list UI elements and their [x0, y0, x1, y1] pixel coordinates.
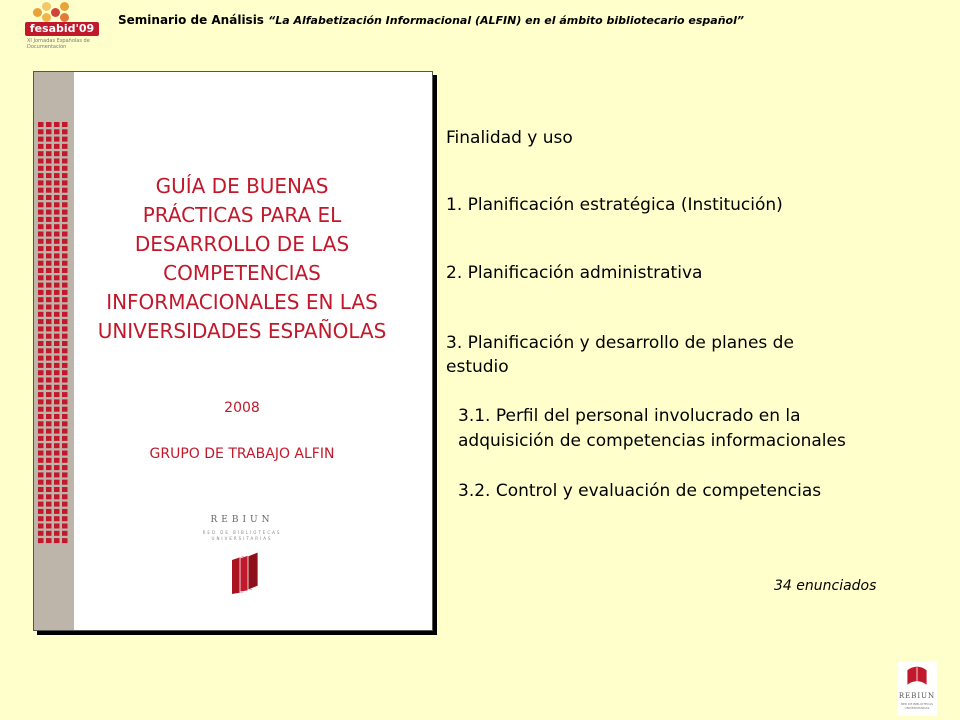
grid-square	[46, 268, 52, 273]
grid-square	[54, 319, 60, 324]
grid-square	[46, 436, 52, 441]
grid-square	[46, 319, 52, 324]
grid-square	[46, 509, 52, 514]
grid-square	[46, 348, 52, 353]
grid-square	[38, 195, 44, 200]
grid-square	[46, 341, 52, 346]
grid-square	[54, 348, 60, 353]
grid-square	[54, 159, 60, 164]
grid-square	[54, 195, 60, 200]
grid-square	[38, 414, 44, 419]
grid-square	[54, 516, 60, 521]
grid-square	[62, 341, 68, 346]
outline-item-3-1-line1: 3.1. Perfil del personal involucrado en la	[458, 406, 801, 426]
grid-square	[62, 429, 68, 434]
grid-square	[62, 180, 68, 185]
grid-square	[54, 180, 60, 185]
statement-count: 34 enunciados	[774, 578, 877, 594]
grid-square	[38, 261, 44, 266]
grid-square	[62, 239, 68, 244]
grid-square	[62, 195, 68, 200]
grid-square	[62, 188, 68, 193]
grid-square	[62, 458, 68, 463]
grid-square	[38, 487, 44, 492]
grid-square	[38, 465, 44, 470]
grid-square	[38, 319, 44, 324]
grid-square	[62, 334, 68, 339]
grid-square	[54, 297, 60, 302]
grid-square	[38, 502, 44, 507]
grid-square	[62, 531, 68, 536]
corner-logo-sub: RED DE BIBLIOTECAS UNIVERSITARIAS	[900, 702, 934, 710]
grid-square	[54, 370, 60, 375]
grid-square	[46, 202, 52, 207]
grid-square	[46, 392, 52, 397]
grid-square	[54, 436, 60, 441]
grid-square	[46, 144, 52, 149]
grid-square	[62, 509, 68, 514]
grid-square	[46, 451, 52, 456]
cover-year: 2008	[224, 400, 260, 416]
grid-square	[62, 480, 68, 485]
grid-square	[46, 297, 52, 302]
grid-square	[38, 283, 44, 288]
grid-square	[62, 122, 68, 127]
grid-square	[46, 305, 52, 310]
grid-square	[54, 399, 60, 404]
grid-square	[54, 166, 60, 171]
grid-square	[46, 151, 52, 156]
grid-square	[38, 188, 44, 193]
grid-square	[38, 253, 44, 258]
grid-square	[38, 407, 44, 412]
grid-square	[54, 305, 60, 310]
grid-square	[46, 173, 52, 178]
grid-square	[62, 487, 68, 492]
grid-square	[62, 370, 68, 375]
grid-square	[54, 151, 60, 156]
grid-square	[62, 297, 68, 302]
grid-square	[46, 137, 52, 142]
grid-square	[38, 290, 44, 295]
grid-square	[62, 472, 68, 477]
grid-square	[46, 166, 52, 171]
grid-square	[62, 356, 68, 361]
slide-header	[118, 13, 744, 27]
grid-square	[62, 465, 68, 470]
cover-dot-grid	[34, 72, 114, 631]
grid-square	[62, 166, 68, 171]
grid-square	[38, 531, 44, 536]
rebiun-corner-logo	[897, 662, 937, 716]
grid-square	[46, 385, 52, 390]
grid-square	[46, 516, 52, 521]
grid-square	[38, 480, 44, 485]
grid-square	[54, 188, 60, 193]
grid-square	[62, 378, 68, 383]
grid-square	[46, 129, 52, 134]
grid-square	[62, 159, 68, 164]
grid-square	[54, 326, 60, 331]
grid-square	[54, 356, 60, 361]
grid-square	[62, 414, 68, 419]
grid-square	[62, 494, 68, 499]
grid-square	[62, 538, 68, 543]
grid-square	[38, 443, 44, 448]
grid-square	[54, 144, 60, 149]
cover-title-line: GUÍA DE BUENAS	[155, 174, 329, 198]
grid-square	[62, 261, 68, 266]
grid-square	[54, 122, 60, 127]
grid-square	[38, 151, 44, 156]
grid-square	[38, 458, 44, 463]
grid-square	[54, 531, 60, 536]
grid-square	[46, 253, 52, 258]
grid-square	[46, 232, 52, 237]
outline-item-1: 1. Planificación estratégica (Institución)	[446, 195, 783, 215]
grid-square	[62, 202, 68, 207]
grid-square	[62, 144, 68, 149]
grid-square	[38, 436, 44, 441]
grid-square	[62, 348, 68, 353]
grid-square	[62, 275, 68, 280]
grid-square	[38, 326, 44, 331]
grid-square	[38, 137, 44, 142]
grid-square	[54, 458, 60, 463]
grid-square	[62, 451, 68, 456]
grid-square	[54, 253, 60, 258]
grid-square	[46, 429, 52, 434]
grid-square	[54, 239, 60, 244]
books-icon	[905, 664, 929, 688]
grid-square	[54, 472, 60, 477]
outline-intro: Finalidad y uso	[446, 128, 573, 148]
grid-square	[54, 509, 60, 514]
grid-square	[62, 173, 68, 178]
grid-square	[38, 348, 44, 353]
grid-square	[62, 290, 68, 295]
grid-square	[46, 414, 52, 419]
grid-square	[54, 232, 60, 237]
grid-square	[54, 210, 60, 215]
grid-square	[54, 407, 60, 412]
grid-square	[46, 312, 52, 317]
grid-square	[46, 224, 52, 229]
grid-square	[38, 224, 44, 229]
cover-title	[82, 172, 402, 346]
grid-square	[62, 312, 68, 317]
grid-square	[46, 356, 52, 361]
grid-square	[54, 268, 60, 273]
fesabid-logo	[25, 0, 99, 52]
grid-square	[46, 239, 52, 244]
grid-square	[38, 334, 44, 339]
grid-square	[62, 385, 68, 390]
grid-square	[38, 144, 44, 149]
grid-square	[46, 399, 52, 404]
grid-square	[38, 129, 44, 134]
grid-square	[46, 283, 52, 288]
grid-square	[46, 502, 52, 507]
grid-square	[46, 407, 52, 412]
grid-square	[46, 472, 52, 477]
grid-square	[46, 443, 52, 448]
grid-square	[54, 465, 60, 470]
grid-square	[46, 334, 52, 339]
grid-square	[46, 465, 52, 470]
grid-square	[62, 305, 68, 310]
grid-square	[62, 268, 68, 273]
cover-publisher: REBIUN	[210, 515, 274, 525]
grid-square	[38, 341, 44, 346]
grid-square	[38, 202, 44, 207]
grid-square	[62, 224, 68, 229]
grid-square	[46, 531, 52, 536]
grid-square	[62, 392, 68, 397]
logo-brand: fesabid'09	[25, 22, 99, 36]
grid-square	[54, 290, 60, 295]
grid-square	[62, 443, 68, 448]
grid-square	[46, 458, 52, 463]
cover-title-line: UNIVERSIDADES ESPAÑOLAS	[97, 319, 387, 343]
grid-square	[54, 494, 60, 499]
grid-square	[54, 524, 60, 529]
grid-square	[54, 443, 60, 448]
grid-square	[54, 487, 60, 492]
grid-square	[38, 268, 44, 273]
grid-square	[54, 137, 60, 142]
grid-square	[38, 356, 44, 361]
grid-square	[38, 210, 44, 215]
grid-square	[38, 297, 44, 302]
grid-square	[38, 494, 44, 499]
grid-square	[46, 275, 52, 280]
grid-square	[62, 363, 68, 368]
grid-square	[54, 451, 60, 456]
grid-square	[38, 239, 44, 244]
grid-square	[38, 385, 44, 390]
grid-square	[62, 399, 68, 404]
grid-square	[62, 232, 68, 237]
grid-square	[38, 370, 44, 375]
grid-square	[38, 451, 44, 456]
grid-square	[46, 290, 52, 295]
grid-square	[54, 429, 60, 434]
grid-square	[38, 429, 44, 434]
grid-square	[38, 472, 44, 477]
grid-square	[54, 502, 60, 507]
grid-square	[38, 217, 44, 222]
grid-square	[54, 129, 60, 134]
grid-square	[38, 363, 44, 368]
grid-square	[62, 283, 68, 288]
cover-publisher-sub: RED DE BIBLIOTECAS UNIVERSITARIAS	[202, 530, 282, 541]
outline-item-3-1-line2: adquisición de competencias informacionales	[458, 431, 846, 451]
grid-square	[62, 319, 68, 324]
logo-dots	[33, 2, 69, 24]
cover-group: GRUPO DE TRABAJO ALFIN	[149, 446, 335, 462]
grid-square	[38, 312, 44, 317]
grid-square	[46, 538, 52, 543]
grid-square	[38, 122, 44, 127]
grid-square	[46, 363, 52, 368]
grid-square	[62, 151, 68, 156]
outline-item-3-2: 3.2. Control y evaluación de competencias	[458, 481, 822, 501]
header-title: Seminario de Análisis	[118, 13, 264, 27]
grid-square	[62, 524, 68, 529]
grid-square	[46, 494, 52, 499]
grid-square	[38, 421, 44, 426]
grid-square	[38, 166, 44, 171]
grid-square	[38, 524, 44, 529]
grid-square	[46, 180, 52, 185]
outline-item-2: 2. Planificación administrativa	[446, 263, 703, 283]
grid-square	[54, 392, 60, 397]
grid-square	[54, 538, 60, 543]
grid-square	[46, 210, 52, 215]
grid-square	[54, 202, 60, 207]
grid-square	[54, 341, 60, 346]
cover-title-line: INFORMACIONALES EN LAS	[106, 290, 378, 314]
grid-square	[54, 224, 60, 229]
cover-title-line: PRÁCTICAS PARA EL	[142, 203, 342, 227]
logo-subtitle: XI Jornadas Españolas de Documentación	[27, 38, 90, 50]
grid-square	[38, 173, 44, 178]
books-icon	[230, 552, 260, 594]
grid-square	[46, 370, 52, 375]
grid-square	[46, 524, 52, 529]
grid-square	[62, 516, 68, 521]
grid-square	[46, 378, 52, 383]
grid-square	[38, 378, 44, 383]
grid-square	[62, 502, 68, 507]
grid-square	[38, 180, 44, 185]
grid-square	[38, 275, 44, 280]
grid-square	[46, 480, 52, 485]
grid-square	[38, 516, 44, 521]
grid-square	[54, 378, 60, 383]
grid-square	[54, 480, 60, 485]
grid-square	[46, 159, 52, 164]
outline-item-3-line1: 3. Planificación y desarrollo de planes de	[446, 333, 794, 353]
book-cover	[33, 71, 433, 631]
grid-square	[62, 246, 68, 251]
grid-square	[54, 275, 60, 280]
grid-square	[62, 436, 68, 441]
grid-square	[54, 414, 60, 419]
corner-logo-name: REBIUN	[898, 692, 936, 700]
grid-square	[54, 261, 60, 266]
grid-square	[38, 538, 44, 543]
grid-square	[38, 392, 44, 397]
grid-square	[46, 487, 52, 492]
grid-square	[62, 217, 68, 222]
grid-square	[46, 261, 52, 266]
grid-square	[46, 217, 52, 222]
grid-square	[54, 246, 60, 251]
grid-square	[62, 407, 68, 412]
grid-square	[54, 385, 60, 390]
grid-square	[46, 326, 52, 331]
header-subtitle: “La Alfabetización Informacional (ALFIN) en el ámbito bibliotecario español”	[268, 14, 744, 27]
grid-square	[62, 137, 68, 142]
grid-square	[38, 232, 44, 237]
grid-square	[38, 509, 44, 514]
grid-square	[54, 334, 60, 339]
cover-title-line: DESARROLLO DE LAS	[134, 232, 350, 256]
grid-square	[46, 188, 52, 193]
grid-square	[54, 312, 60, 317]
grid-square	[62, 129, 68, 134]
grid-square	[54, 173, 60, 178]
grid-square	[38, 246, 44, 251]
grid-square	[62, 421, 68, 426]
grid-square	[54, 217, 60, 222]
grid-square	[46, 421, 52, 426]
grid-square	[46, 246, 52, 251]
cover-title-line: COMPETENCIAS	[163, 261, 321, 285]
grid-square	[38, 159, 44, 164]
grid-square	[62, 326, 68, 331]
grid-square	[62, 210, 68, 215]
grid-square	[54, 421, 60, 426]
grid-square	[62, 253, 68, 258]
outline-item-3-line2: estudio	[446, 357, 509, 377]
grid-square	[54, 283, 60, 288]
grid-square	[46, 122, 52, 127]
grid-square	[54, 363, 60, 368]
grid-square	[46, 195, 52, 200]
grid-square	[38, 305, 44, 310]
grid-square	[38, 399, 44, 404]
